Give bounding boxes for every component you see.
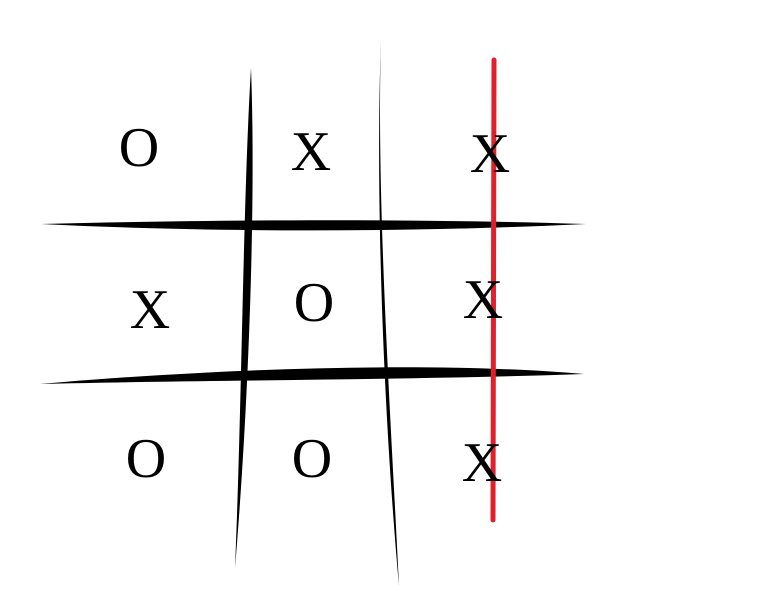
cell-r2-c2[interactable]: O [293,272,335,334]
cell-r3-c2[interactable]: O [291,428,333,490]
cell-r2-c1[interactable]: X [129,279,171,341]
grid-line-horizontal-top [41,220,586,230]
cell-r3-c1[interactable]: O [125,428,167,490]
grid-line-horizontal-bottom [40,367,584,384]
grid-line-vertical-right [379,40,399,586]
cell-r2-c3[interactable]: X [462,269,504,331]
cell-r1-c1[interactable]: O [118,117,160,179]
cell-r1-c2[interactable]: X [290,121,332,183]
cell-r3-c3[interactable]: X [461,432,503,494]
cell-r1-c3[interactable]: X [469,123,511,185]
grid-line-vertical-left [235,68,253,568]
